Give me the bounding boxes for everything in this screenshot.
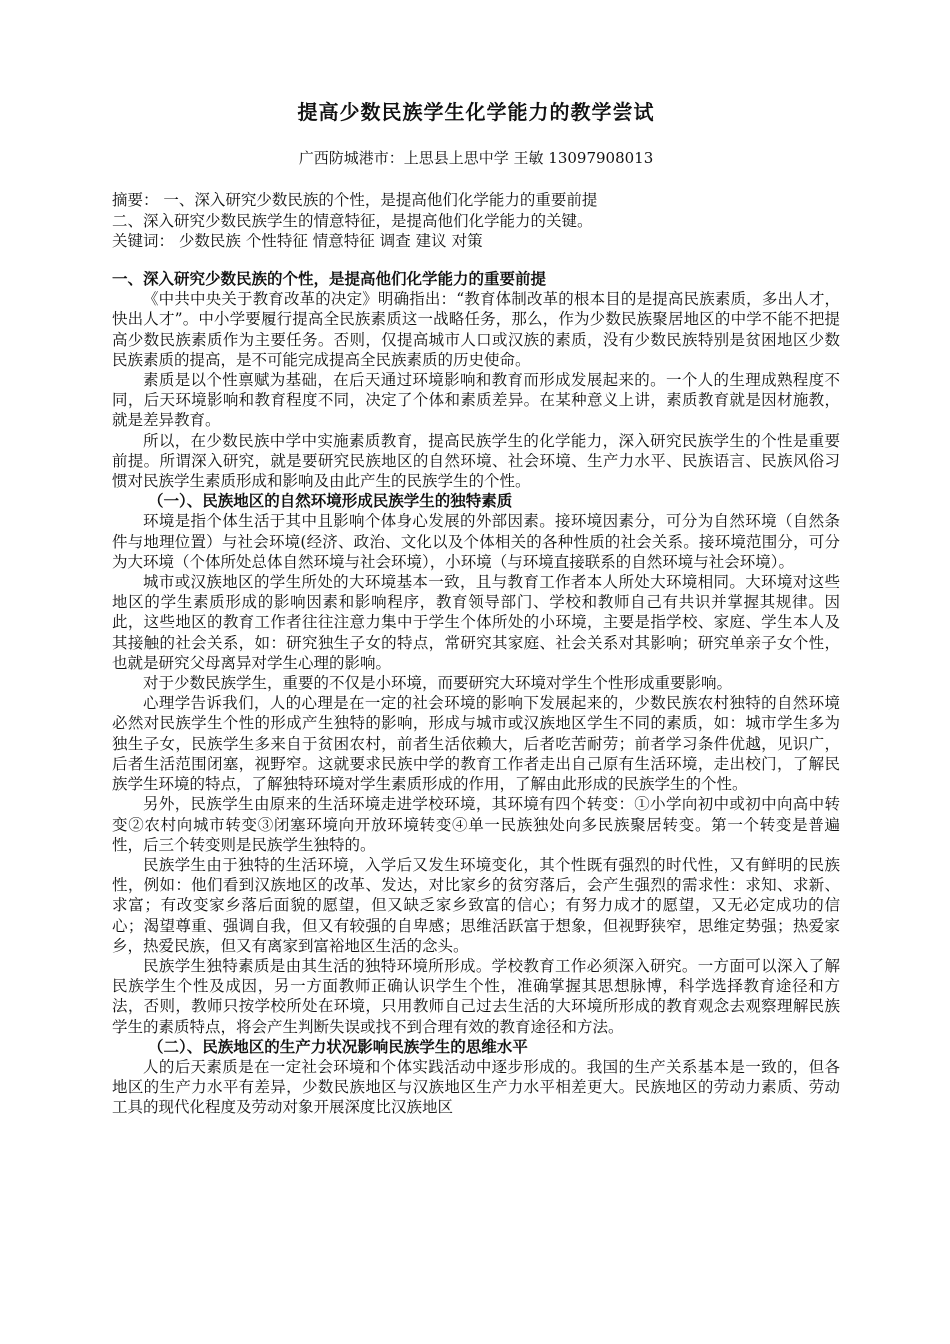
paragraph: 人的后天素质是在一定社会环境和个体实践活动中逐步形成的。我国的生产关系基本是一致的，但各地区的生产力水平有差异，少数民族地区与汉族地区生产力水平相差更大。民族地区的劳动力素质、劳动工具的现代化程度及劳动对象开展深度比汉族地区 xyxy=(112,1057,840,1117)
document-title: 提高少数民族学生化学能力的教学尝试 xyxy=(297,100,655,124)
section-heading-1: 一、深入研究少数民族的个性，是提高他们化学能力的重要前提 xyxy=(112,270,547,289)
paragraph: 另外，民族学生由原来的生活环境走进学校环境，其环境有四个转变：①小学向初中或初中向高中转变②农村向城市转变③闭塞环境向开放环境转变④单一民族独处向多民族聚居转变。第一个转变是普遍性，后三个转变则是民族学生独特的。 xyxy=(112,795,840,854)
paragraph: 民族学生由于独特的生活环境，入学后又发生环境变化，其个性既有强烈的时代性，又有鲜明的民族性，例如：他们看到汉族地区的改革、发达，对比家乡的贫穷落后，会产生强烈的需求性：求知、求新、求富；有改变家乡落后面貌的愿望，但又缺乏家乡致富的信心；有努力成才的愿望，又无必定成功的信心；渴望尊重、强调自我，但又有较强的自卑感；思维活跃富于想象，但视野狭窄，思维定势强；热爱家乡，热爱民族，但又有离家到富裕地区生活的念头。 xyxy=(112,855,840,955)
abstract-line-2: 二、深入研究少数民族学生的情意特征，是提高他们化学能力的关键。 xyxy=(112,211,593,230)
paragraph: 所以，在少数民族中学中实施素质教育，提高民族学生的化学能力，深入研究民族学生的个性是重要前提。所谓深入研究，就是要研究民族地区的自然环境、社会环境、生产力水平、民族语言、民族风俗习惯对民族学生素质形成和影响及由此产生的民族学生的个性。 xyxy=(112,431,840,491)
paragraph: 环境是指个体生活于其中且影响个体身心发展的外部因素。接环境因素分，可分为自然环境（自然条件与地理位置）与社会环境(经济、政治、文化以及个体相关的各种性质的社会关系。接环境范围分，可分为大环境（个体所处总体自然环境与社会环境），小环境（与环境直接联系的自然环境与社会环境）。 xyxy=(112,512,840,571)
paragraph: 民族学生独特素质是由其生活的独特环境所形成。学校教育工作必须深入研究。一方面可以深入了解民族学生个性及成因，另一方面教师正确认识学生个性，准确掌握其思想脉博，科学选择教育途径和方法，否则，教师只按学校所处在环境，只用教师自己过去生活的大环境所形成的教育观念去观察理解民族学生的素质特点，将会产生判断失误或找不到合理有效的教育途径和方法。 xyxy=(112,956,840,1036)
author-line: 广西防城港市：上思县上思中学 王敏 13097908013 xyxy=(298,149,654,168)
keywords-line: 关键词： 少数民族 个性特征 情意特征 调查 建议 对策 xyxy=(112,231,483,250)
paragraph: 对于少数民族学生，重要的不仅是小环境，而要研究大环境对学生个性形成重要影响。 xyxy=(143,674,733,693)
subsection-heading-2: （二）、民族地区的生产力状况影响民族学生的思维水平 xyxy=(148,1037,528,1056)
paragraph: 城市或汉族地区的学生所处的大环境基本一致，且与教育工作者本人所处大环境相同。大环境对这些地区的学生素质形成的影响因素和影响程序，教育领导部门、学校和教师自己有共识并掌握其规律。因此，这些地区的教育工作者往往注意力集中于学生个体所处的小环境，主要是指学校、家庭、学生本人及其接触的社会关系，如：研究独生子女的特点，常研究其家庭、社会关系对其影响；研究单亲子女个性，也就是研究父母离异对学生心理的影响。 xyxy=(112,573,840,672)
document-page xyxy=(112,92,840,1118)
subsection-heading-1: （一）、民族地区的自然环境形成民族学生的独特素质 xyxy=(148,492,513,511)
abstract-line-1: 摘要： 一、深入研究少数民族的个性，是提高他们化学能力的重要前提 xyxy=(112,191,598,210)
paragraph: 心理学告诉我们，人的心理是在一定的社会环境的影响下发展起来的，少数民族农村独特的自然环境必然对民族学生个性的形成产生独特的影响，形成与城市或汉族地区学生不同的素质，如：城市学生多为独生子女，民族学生多来自于贫困农村，前者生活依赖大，后者吃苦耐劳；前者学习条件优越，见识广，后者生活范围闭塞，视野窄。这就要求民族中学的教育工作者走出自己原有生活环境，走出校门，了解民族学生环境的特点，了解独特环境对学生素质形成的作用，了解由此形成的民族学生的个性。 xyxy=(112,694,840,794)
paragraph: 素质是以个性禀赋为基础，在后天通过环境影响和教育而形成发展起来的。一个人的生理成熟程度不同，后天环境影响和教育程度不同，决定了个体和素质差异。在某种意义上讲，素质教育就是因材施教，就是差异教育。 xyxy=(112,371,840,430)
paragraph: 《中共中央关于教育改革的决定》明确指出：“教育体制改革的根本目的是提高民族素质，多出人才，快出人才”。中小学要履行提高全民族素质这一战略任务，那么，作为少数民族聚居地区的中学不能不把提高少数民族素质作为主要任务。否则，仅提高城市人口或汉族的素质，没有少数民族特别是贫困地区少数民族素质的提高，是不可能完成提高全民族素质的历史使命。 xyxy=(112,290,840,369)
